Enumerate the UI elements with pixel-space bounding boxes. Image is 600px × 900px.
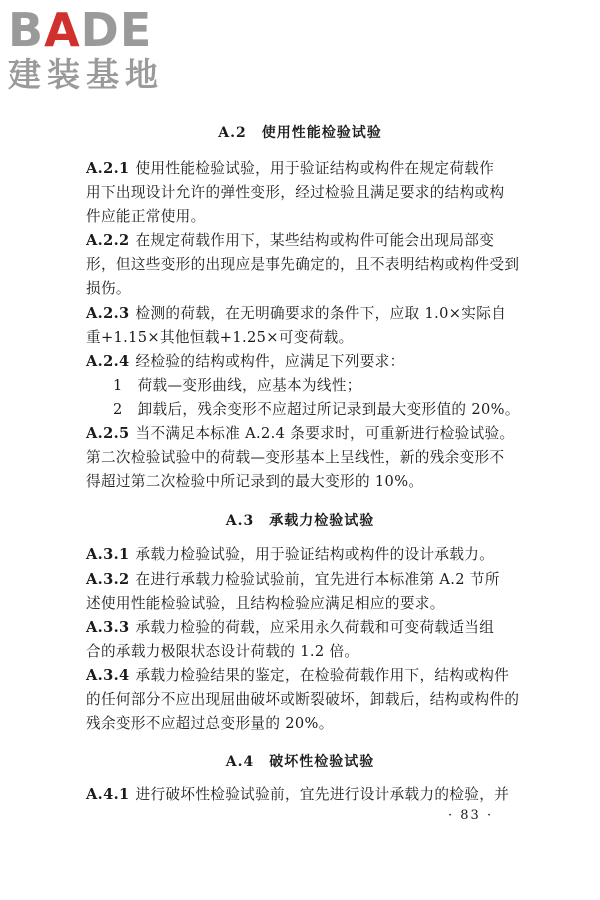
clause-a41-line1: A.4.1 进行破坏性检验试验前，宜先进行设计承载力的检验，并 xyxy=(86,786,510,803)
clause-a32-line2: 述使用性能检验试验，且结构检验应满足相应的要求。 xyxy=(86,595,445,612)
clause-a22-line1: A.2.2 在规定荷载作用下，某些结构或构件可能会出现局部变 xyxy=(86,232,495,249)
clause-a23-line2: 重+1.15×其他恒载+1.25×可变荷载。 xyxy=(86,329,354,346)
section-heading-a3: A.3 承载力检验试验 xyxy=(225,513,375,529)
clause-a21-line1: A.2.1 使用性能检验试验，用于验证结构或构件在规定荷载作 xyxy=(86,160,495,177)
clause-a34-line1: A.3.4 承载力检验结果的鉴定，在检验荷载作用下，结构或构件 xyxy=(86,667,510,684)
clause-a25-line3: 得超过第二次检验中所记录到的最大变形的 10%。 xyxy=(86,473,424,490)
clause-a22-line3: 损伤。 xyxy=(86,280,131,297)
section-heading-a2: A.2 使用性能检验试验 xyxy=(218,125,382,141)
clause-a25-line2: 第二次检验试验中的荷载—变形基本上呈线性，新的残余变形不 xyxy=(86,449,505,466)
logo-subtitle: 建装基地 xyxy=(8,55,164,94)
section-heading-a4: A.4 破坏性检验试验 xyxy=(225,754,375,770)
page-number: · 83 · xyxy=(448,808,494,823)
clause-a33-line2: 合的承载力极限状态设计荷载的 1.2 倍。 xyxy=(86,643,360,660)
clause-a23-line1: A.2.3 检测的荷载，在无明确要求的条件下，应取 1.0×实际自 xyxy=(86,305,507,322)
clause-a22-line2: 形，但这些变形的出现应是事先确定的，且不表明结构或构件受到 xyxy=(86,256,520,273)
clause-a34-line2: 的任何部分不应出现屈曲破坏或断裂破坏，卸载后，结构或构件的 xyxy=(86,691,520,708)
clause-a33-line1: A.3.3 承载力检验的荷载，应采用永久荷载和可变荷载适当组 xyxy=(86,619,495,636)
clause-a31-line1: A.3.1 承载力检验试验，用于验证结构或构件的设计承载力。 xyxy=(86,546,495,563)
clause-a24-line1: A.2.4 经检验的结构或构件，应满足下列要求： xyxy=(86,353,405,370)
clause-a34-line3: 残余变形不应超过总变形量的 20%。 xyxy=(86,715,334,732)
clause-a25-line1: A.2.5 当不满足本标准 A.2.4 条要求时，可重新进行检验试验。 xyxy=(86,425,515,442)
clause-a21-line3: 件应能正常使用。 xyxy=(86,208,206,225)
clause-a24-item2: 2 卸载后，残余变形不应超过所记录到最大变形值的 20%。 xyxy=(113,401,520,418)
logo-wordmark: BADE xyxy=(8,3,153,57)
clause-a21-line2: 用下出现设计允许的弹性变形，经过检验且满足要求的结构或构 xyxy=(86,184,505,201)
logo xyxy=(8,3,178,96)
clause-a32-line1: A.3.2 在进行承载力检验试验前，宜先进行本标准第 A.2 节所 xyxy=(86,571,500,588)
clause-a24-item1: 1 荷载—变形曲线，应基本为线性； xyxy=(113,377,362,394)
